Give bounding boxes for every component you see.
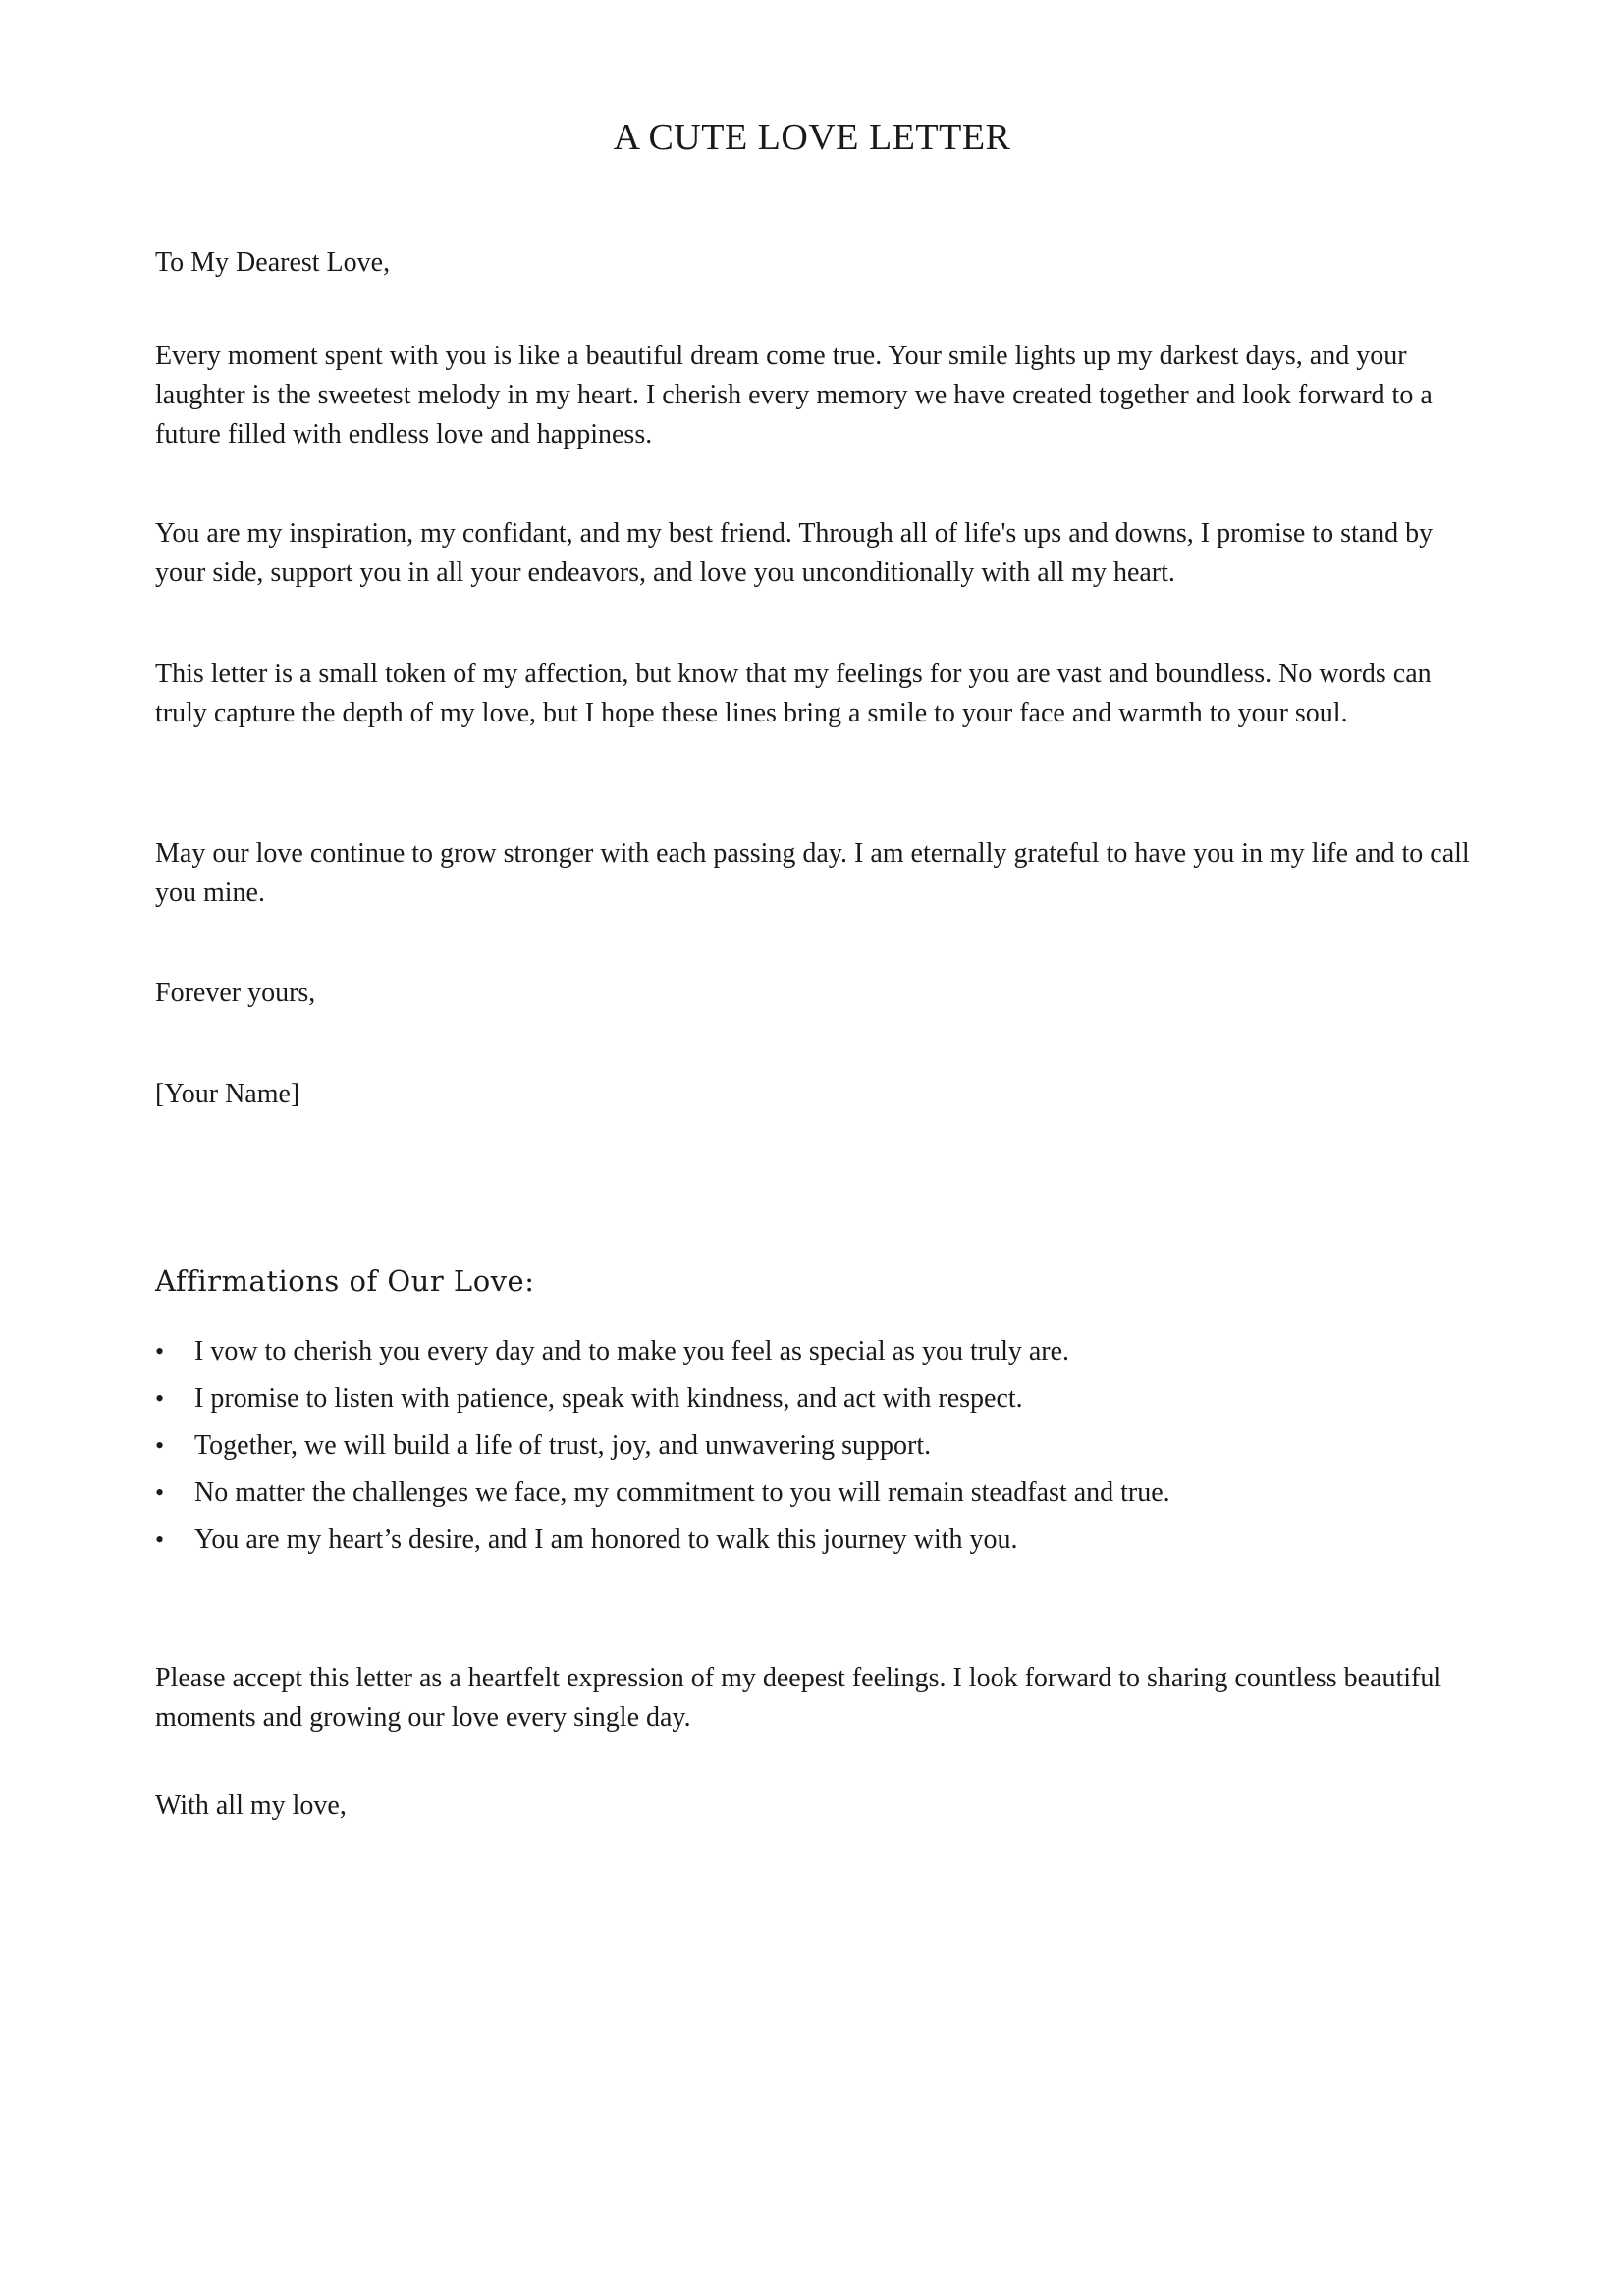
affirmation-text: I vow to cherish you every day and to make you feel as special as you truly are. [194, 1336, 1070, 1366]
bullet-icon: • [155, 1431, 165, 1460]
affirmation-text: No matter the challenges we face, my commitment to you will remain steadfast and true. [194, 1477, 1170, 1508]
closing-with-all-my-love: With all my love, [155, 1790, 347, 1821]
bullet-icon: • [155, 1525, 165, 1554]
list-item [155, 1375, 1481, 1422]
bullet-icon: • [155, 1384, 165, 1413]
final-paragraph: Please accept this letter as a heartfelt expression of my deepest feelings. I look forward to sharing countless beautiful moments and growing our love every single day. [155, 1663, 1442, 1733]
paragraph-1: Every moment spent with you is like a beautiful dream come true. Your smile lights up my darkest days, and your laughter is the sweetest melody in my heart. I cherish every memory we have created together and look forward to a future filled with endless love and happiness. [155, 341, 1433, 450]
affirmations-list [155, 1328, 1481, 1564]
affirmations-heading: Affirmations of Our Love: [155, 1264, 535, 1298]
signature-placeholder: [Your Name] [155, 1079, 300, 1109]
affirmation-text: Together, we will build a life of trust, joy, and unwavering support. [194, 1430, 932, 1461]
affirmation-text: You are my heart’s desire, and I am honored to walk this journey with you. [194, 1524, 1018, 1555]
paragraph-3: This letter is a small token of my affection, but know that my feelings for you are vast and boundless. No words can truly capture the depth of my love, but I hope these lines bring a smile to your face and warmth to your soul. [155, 659, 1432, 728]
list-item [155, 1469, 1481, 1517]
list-item [155, 1517, 1481, 1564]
salutation: To My Dearest Love, [155, 247, 391, 278]
list-item [155, 1328, 1481, 1375]
list-item [155, 1422, 1481, 1469]
bullet-icon: • [155, 1478, 165, 1507]
paragraph-4: May our love continue to grow stronger with each passing day. I am eternally grateful to have you in my life and to call you mine. [155, 838, 1470, 908]
closing-forever-yours: Forever yours, [155, 978, 316, 1008]
paragraph-2: You are my inspiration, my confidant, and my best friend. Through all of life's ups and downs, I promise to stand by your side, support you in all your endeavors, and love you unconditionally with all my heart. [155, 518, 1434, 588]
bullet-icon: • [155, 1337, 165, 1365]
affirmation-text: I promise to listen with patience, speak with kindness, and act with respect. [194, 1383, 1023, 1414]
letter-title: A CUTE LOVE LETTER [613, 117, 1011, 158]
